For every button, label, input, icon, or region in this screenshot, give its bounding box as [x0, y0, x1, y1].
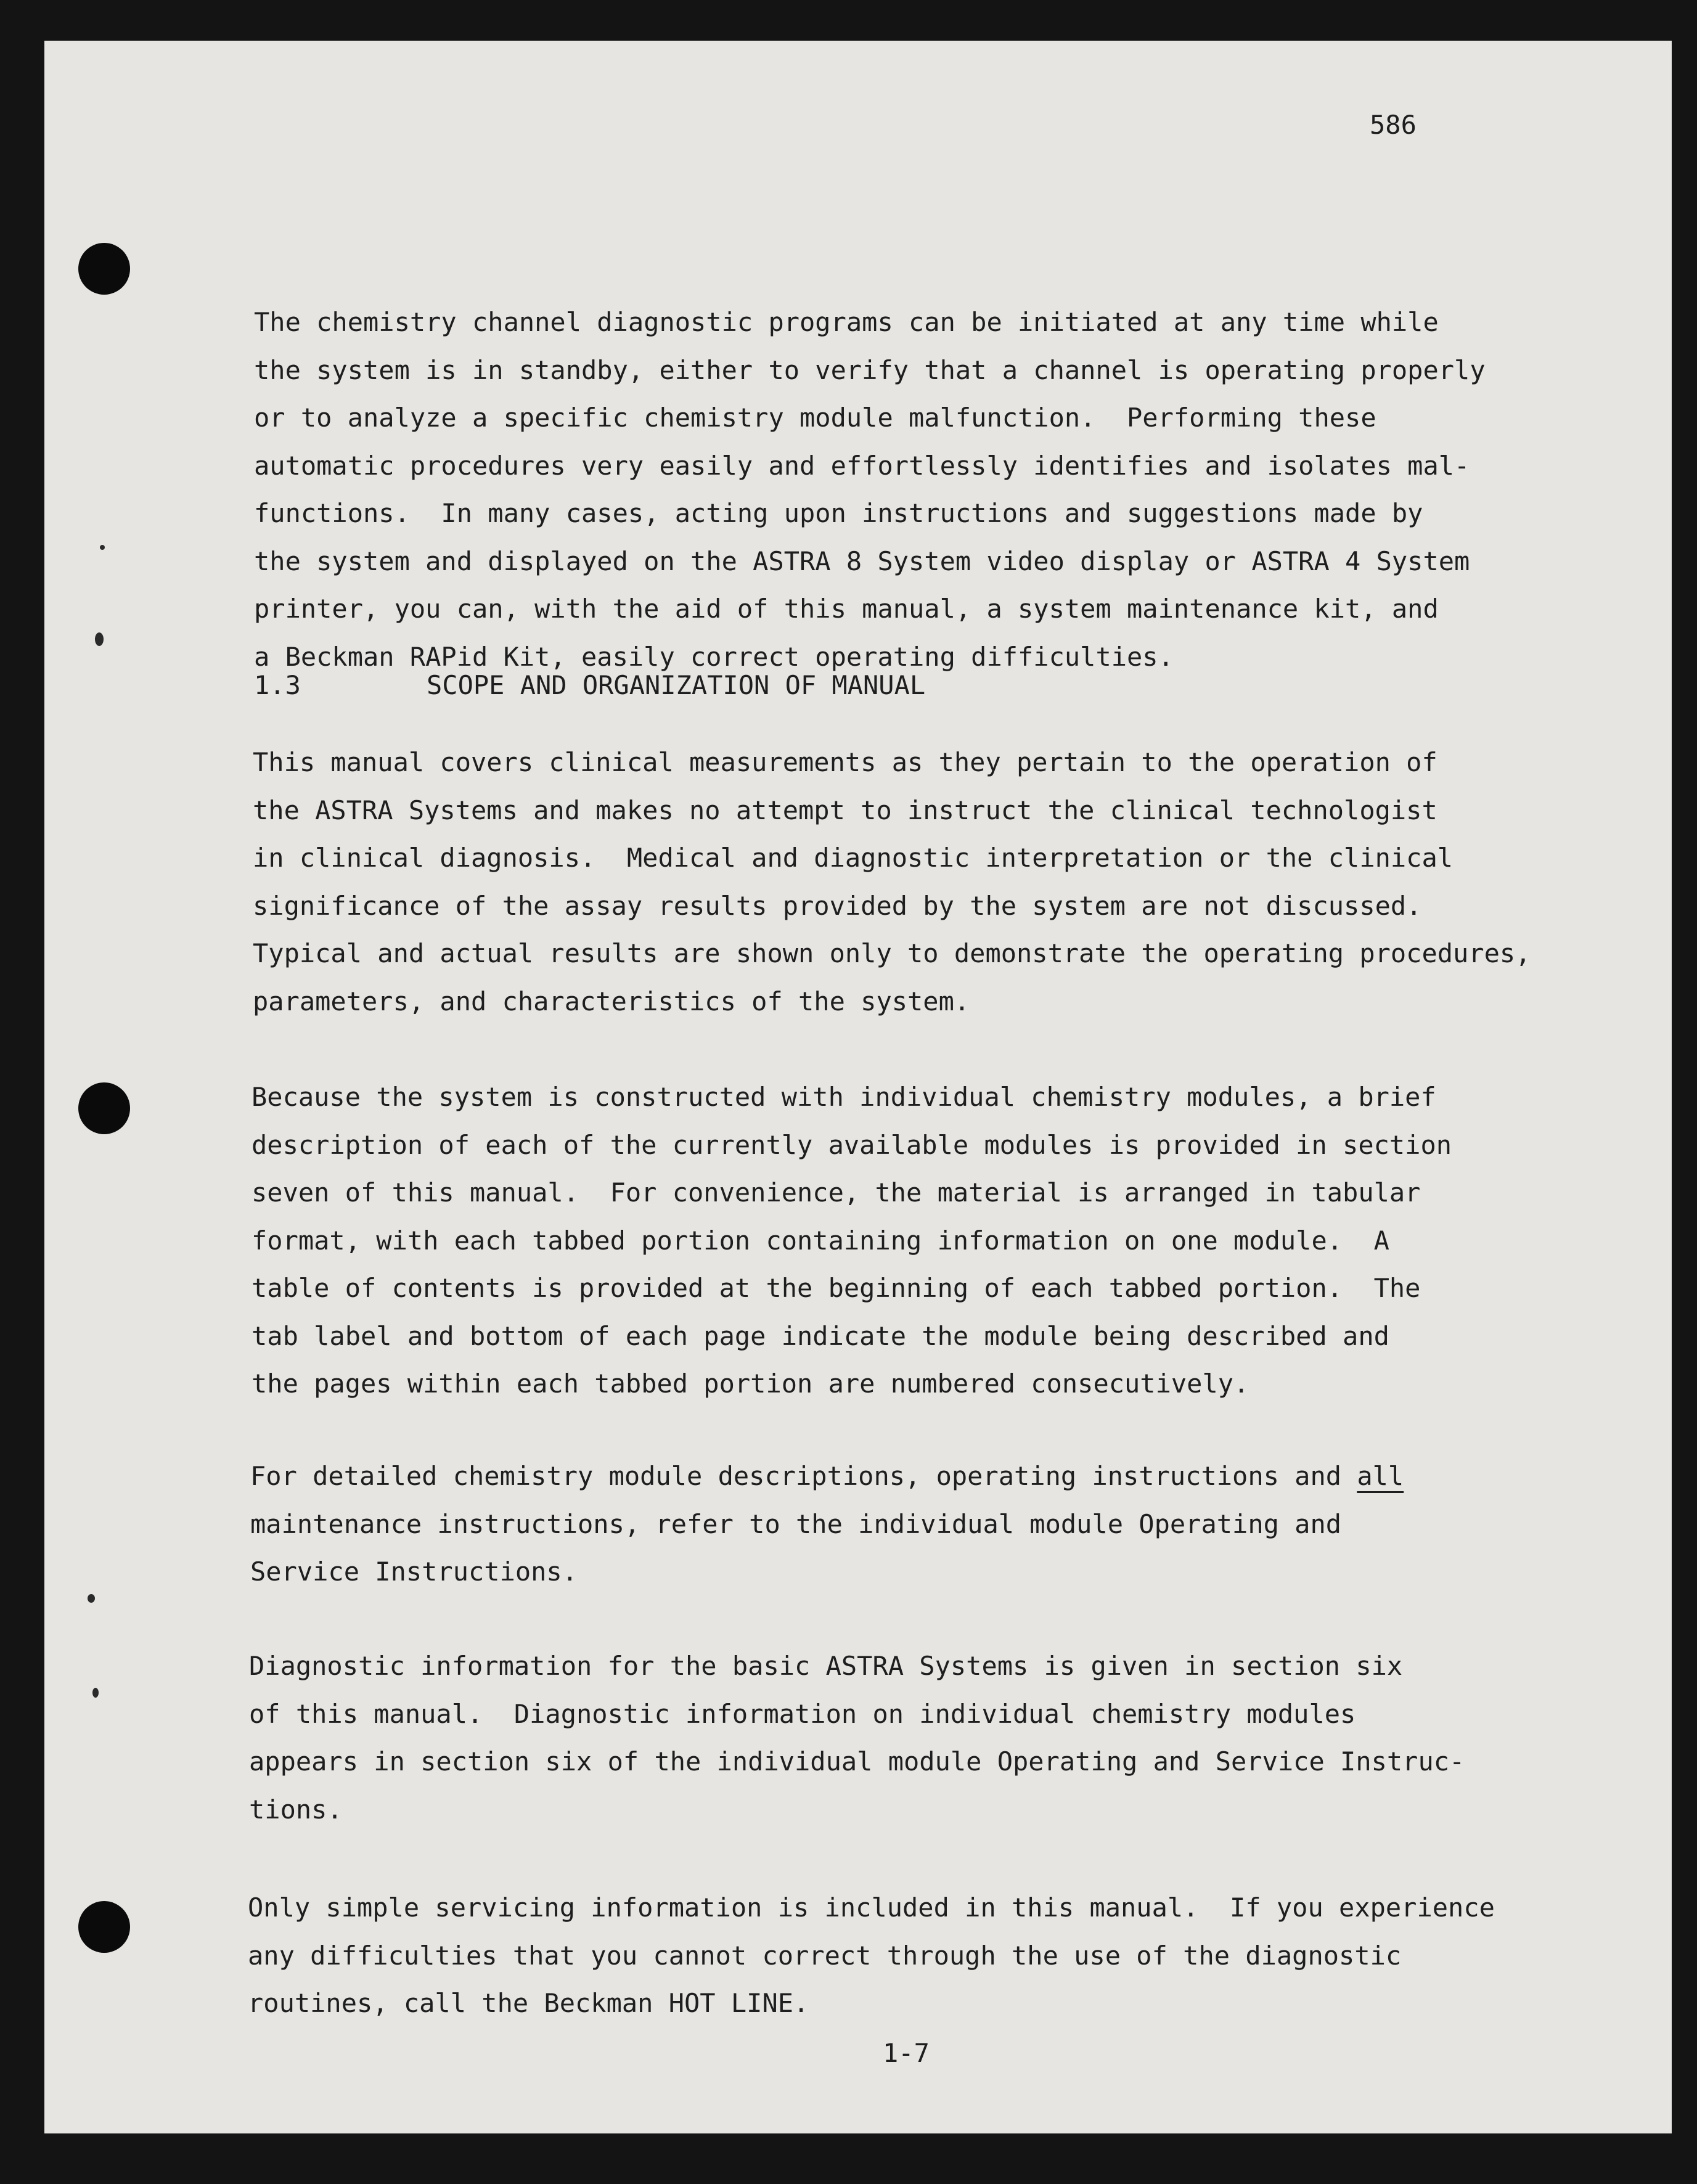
modules-paragraph — [251, 1073, 1452, 1408]
text-line: description of each of the currently available modules is provided in section — [251, 1129, 1452, 1160]
text-line: appears in section six of the individual module Operating and Service Instruc- — [249, 1746, 1465, 1777]
text-line: table of contents is provided at the beginning of each tabbed portion. The — [251, 1273, 1421, 1303]
text-line: in clinical diagnosis. Medical and diagnostic interpretation or the clinical — [253, 843, 1454, 873]
text-line: automatic procedures very easily and effortlessly identifies and isolates mal- — [254, 450, 1470, 481]
text-line: Because the system is constructed with individual chemistry modules, a brief — [251, 1082, 1436, 1112]
text-segment: For detailed chemistry module descriptions, operating instructions and — [250, 1461, 1357, 1491]
text-line: significance of the assay results provided by the system are not discussed. — [253, 890, 1422, 921]
text-line: the system and displayed on the ASTRA 8 System video display or ASTRA 4 System — [254, 546, 1470, 576]
text-line: tab label and bottom of each page indicate the module being described and — [251, 1320, 1389, 1351]
text-line: Diagnostic information for the basic ASTRA Systems is given in section six — [249, 1651, 1403, 1681]
paper-speck — [95, 632, 104, 646]
text-line: of this manual. Diagnostic information on individual chemistry modules — [249, 1698, 1356, 1729]
text-line: the ASTRA Systems and makes no attempt to instruct the clinical technologist — [253, 795, 1437, 825]
page-number: 586 — [1370, 110, 1417, 140]
text-line: The chemistry channel diagnostic programs can be initiated at any time while — [254, 307, 1439, 337]
text-line: seven of this manual. For convenience, the material is arranged in tabular — [251, 1177, 1421, 1208]
underlined-word: all — [1357, 1461, 1404, 1491]
text-line: Only simple servicing information is included in this manual. If you experience — [248, 1892, 1495, 1923]
text-line: parameters, and characteristics of the system. — [253, 986, 970, 1016]
text-line: format, with each tabbed portion containing information on one module. A — [251, 1225, 1389, 1256]
detailed-paragraph — [250, 1452, 1404, 1596]
page-footer: 1-7 — [883, 2038, 930, 2068]
servicing-paragraph — [248, 1884, 1495, 2027]
text-line: any difficulties that you cannot correct through the use of the diagnostic — [248, 1940, 1402, 1971]
section-number: 1.3 — [254, 670, 301, 700]
text-line: routines, call the Beckman HOT LINE. — [248, 1988, 809, 2018]
section-title: SCOPE AND ORGANIZATION OF MANUAL — [427, 670, 926, 700]
text-line: printer, you can, with the aid of this manual, a system maintenance kit, and — [254, 594, 1439, 624]
text-line: tions. — [249, 1794, 343, 1825]
paper-speck — [100, 545, 105, 550]
paper-speck — [88, 1594, 95, 1603]
text-line: This manual covers clinical measurements as they pertain to the operation of — [253, 747, 1437, 777]
intro-paragraph — [254, 298, 1486, 681]
text-line: or to analyze a specific chemistry module malfunction. Performing these — [254, 403, 1376, 433]
text-line: functions. In many cases, acting upon instructions and suggestions made by — [254, 498, 1423, 528]
text-line: the system is in standby, either to verify that a channel is operating properly — [254, 354, 1486, 385]
paper-speck — [92, 1688, 99, 1698]
binder-hole-bottom — [78, 1901, 130, 1953]
text-line: a Beckman RAPid Kit, easily correct operating difficulties. — [254, 641, 1174, 672]
section-heading — [254, 670, 925, 700]
document-page — [44, 41, 1672, 2133]
text-line: Typical and actual results are shown only to demonstrate the operating procedures, — [253, 938, 1531, 968]
scope-paragraph — [253, 738, 1531, 1025]
text-line: maintenance instructions, refer to the individual module Operating and — [250, 1508, 1342, 1539]
text-line: Service Instructions. — [250, 1556, 578, 1587]
binder-hole-top — [78, 243, 130, 295]
text-line — [250, 1452, 1404, 1500]
binder-hole-middle — [78, 1082, 130, 1134]
diagnostic-paragraph — [249, 1642, 1465, 1833]
text-line: the pages within each tabbed portion are numbered consecutively. — [251, 1368, 1249, 1399]
